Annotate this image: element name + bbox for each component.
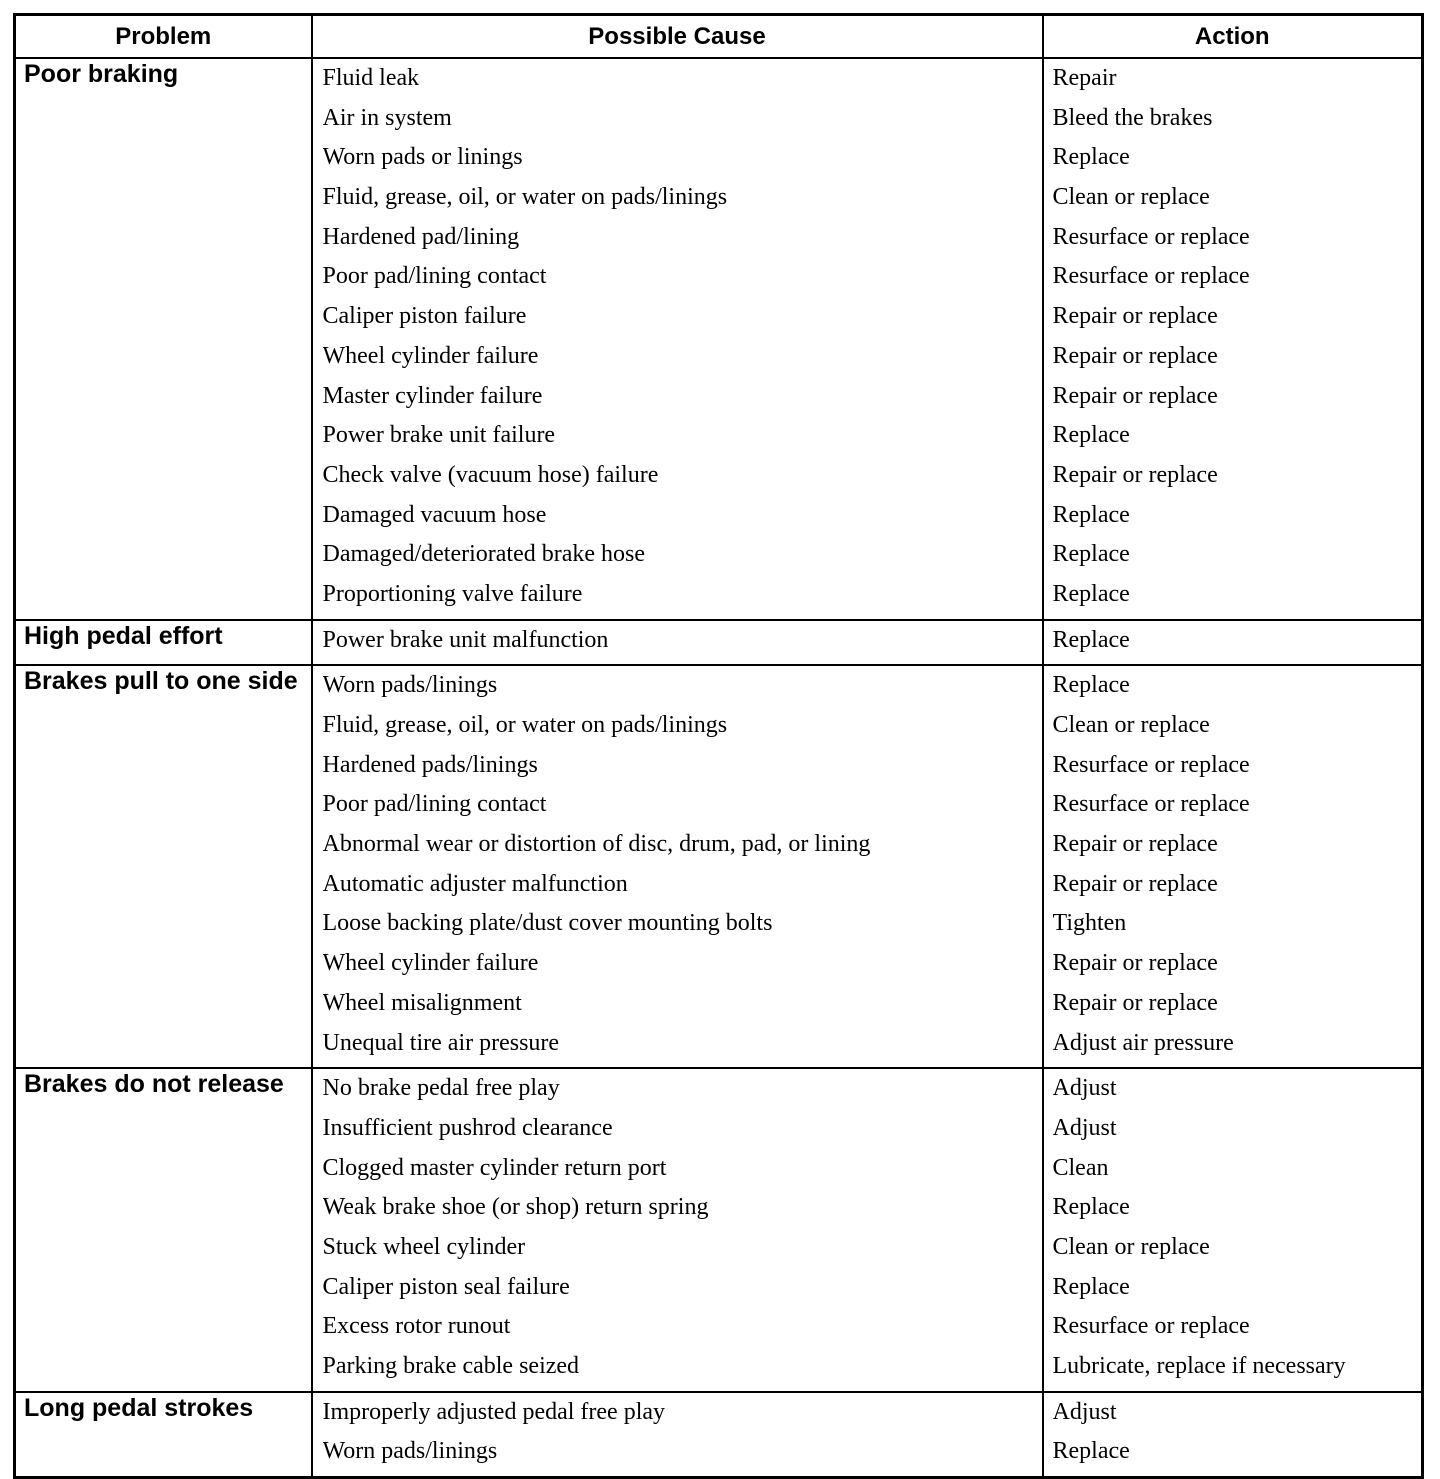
cause-item: Clogged master cylinder return port xyxy=(322,1154,667,1181)
cause-item: Parking brake cable seized xyxy=(322,1353,580,1379)
action-item: Adjust xyxy=(1052,1114,1117,1141)
action-cell-list xyxy=(1044,666,1422,1067)
action-item: Repair or replace xyxy=(1052,342,1218,369)
action-item: Repair or replace xyxy=(1052,870,1218,897)
cause-item: Wheel misalignment xyxy=(322,989,522,1016)
cause-item: Stuck wheel cylinder xyxy=(322,1233,526,1260)
action-item: Repair or replace xyxy=(1052,831,1218,858)
cause-item: Poor pad/lining contact xyxy=(322,791,547,818)
action-item: Replace xyxy=(1052,626,1130,653)
cause-item: Unequal tire air pressure xyxy=(322,1029,560,1056)
problem-group-row xyxy=(15,1068,1423,1392)
cause-item: Wheel cylinder failure xyxy=(322,950,539,977)
cause-cell-list xyxy=(313,1393,1042,1476)
cause-item: Worn pads/linings xyxy=(322,1438,498,1465)
cause-item: Air in system xyxy=(322,104,452,131)
action-item: Repair or replace xyxy=(1052,989,1218,1016)
action-cell-list xyxy=(1044,621,1422,665)
action-cell xyxy=(1043,58,1423,620)
cause-item: Power brake unit failure xyxy=(322,422,556,449)
action-item: Repair or replace xyxy=(1052,461,1218,488)
problem-group-row xyxy=(15,620,1423,666)
cause-cell-list xyxy=(313,621,1042,665)
header-row xyxy=(15,15,1423,59)
action-item: Resurface or replace xyxy=(1052,223,1250,250)
cause-cell-list xyxy=(313,1069,1042,1391)
action-item: Resurface or replace xyxy=(1052,1313,1250,1340)
action-cell-list xyxy=(1044,59,1422,619)
action-item: Adjust xyxy=(1052,1398,1117,1425)
action-item: Resurface or replace xyxy=(1052,263,1250,290)
cause-item: Worn pads/linings xyxy=(322,672,498,699)
action-item: Replace xyxy=(1052,580,1130,607)
cause-item: Check valve (vacuum hose) failure xyxy=(322,461,659,488)
cause-cell xyxy=(312,1392,1043,1478)
action-cell xyxy=(1043,1392,1423,1478)
action-cell-list xyxy=(1044,1069,1422,1391)
cause-item: Excess rotor runout xyxy=(322,1313,511,1340)
cause-item: Abnormal wear or distortion of disc, drum, pad, or lining xyxy=(322,831,871,858)
cause-item: Fluid, grease, oil, or water on pads/linings xyxy=(322,184,728,211)
action-item: Replace xyxy=(1052,672,1130,699)
cause-item: Caliper piston failure xyxy=(322,303,527,330)
cause-item: Fluid, grease, oil, or water on pads/linings xyxy=(322,712,728,738)
cause-item: Poor pad/lining contact xyxy=(322,263,547,290)
action-item: Replace xyxy=(1052,144,1130,171)
action-item: Clean xyxy=(1052,1154,1109,1181)
cause-item: Automatic adjuster malfunction xyxy=(322,870,628,897)
action-item: Adjust air pressure xyxy=(1052,1029,1234,1056)
cause-cell xyxy=(312,1068,1043,1392)
cause-cell-list xyxy=(313,59,1042,619)
cause-cell-list xyxy=(313,666,1042,1067)
action-item: Clean or replace xyxy=(1052,1233,1210,1260)
header-possible-cause: Possible Cause xyxy=(312,15,1043,59)
action-cell xyxy=(1043,1068,1423,1392)
action-item: Repair xyxy=(1052,65,1117,91)
action-item: Resurface or replace xyxy=(1052,791,1250,818)
cause-item: Power brake unit malfunction xyxy=(322,626,609,653)
action-item: Repair or replace xyxy=(1052,382,1218,409)
cause-item: Damaged/deteriorated brake hose xyxy=(322,541,646,568)
problem-cell xyxy=(15,1068,312,1392)
problem-group-row xyxy=(15,58,1423,620)
problem-cell xyxy=(15,58,312,620)
table-body xyxy=(15,58,1423,1478)
action-item: Clean or replace xyxy=(1052,712,1210,738)
cause-item: Weak brake shoe (or shop) return spring xyxy=(322,1194,709,1221)
action-item: Replace xyxy=(1052,1194,1130,1221)
action-item: Resurface or replace xyxy=(1052,751,1250,778)
problem-label: Brakes pull to one side xyxy=(24,667,298,696)
problem-cell xyxy=(15,1392,312,1478)
action-item: Replace xyxy=(1052,422,1130,449)
problem-group-row xyxy=(15,665,1423,1068)
action-item: Replace xyxy=(1052,1273,1130,1300)
cause-item: Master cylinder failure xyxy=(322,382,543,409)
action-item: Repair or replace xyxy=(1052,303,1218,330)
cause-item: Wheel cylinder failure xyxy=(322,342,539,369)
action-item: Repair or replace xyxy=(1052,950,1218,977)
action-item: Clean or replace xyxy=(1052,184,1210,211)
problem-label: Poor braking xyxy=(24,60,179,88)
header-problem: Problem xyxy=(15,15,312,59)
action-item: Replace xyxy=(1052,541,1130,568)
troubleshooting-table xyxy=(13,13,1424,1479)
action-item: Adjust xyxy=(1052,1075,1117,1102)
action-item: Tighten xyxy=(1052,910,1127,937)
problem-cell xyxy=(15,665,312,1068)
header-action: Action xyxy=(1043,15,1423,59)
cause-cell xyxy=(312,620,1043,666)
problem-label: Brakes do not release xyxy=(24,1070,284,1099)
cause-item: No brake pedal free play xyxy=(322,1075,560,1102)
cause-item: Proportioning valve failure xyxy=(322,580,583,607)
action-item: Bleed the brakes xyxy=(1052,104,1213,131)
action-cell-list xyxy=(1044,1393,1422,1476)
cause-item: Fluid leak xyxy=(322,65,420,91)
action-item: Replace xyxy=(1052,501,1130,528)
cause-item: Hardened pads/linings xyxy=(322,751,538,778)
cause-item: Hardened pad/lining xyxy=(322,223,520,250)
action-cell xyxy=(1043,665,1423,1068)
cause-item: Insufficient pushrod clearance xyxy=(322,1114,613,1141)
action-item: Replace xyxy=(1052,1438,1130,1465)
problem-label: Long pedal strokes xyxy=(24,1393,254,1422)
problem-cell xyxy=(15,620,312,666)
problem-label: High pedal effort xyxy=(24,621,223,650)
cause-item: Damaged vacuum hose xyxy=(322,501,547,528)
action-item: Lubricate, replace if necessary xyxy=(1052,1353,1346,1379)
problem-group-row xyxy=(15,1392,1423,1478)
cause-cell xyxy=(312,665,1043,1068)
table-header xyxy=(15,15,1423,59)
cause-item: Caliper piston seal failure xyxy=(322,1273,570,1300)
cause-item: Improperly adjusted pedal free play xyxy=(322,1398,666,1425)
cause-cell xyxy=(312,58,1043,620)
cause-item: Worn pads or linings xyxy=(322,144,523,171)
cause-item: Loose backing plate/dust cover mounting bolts xyxy=(322,910,773,937)
action-cell xyxy=(1043,620,1423,666)
